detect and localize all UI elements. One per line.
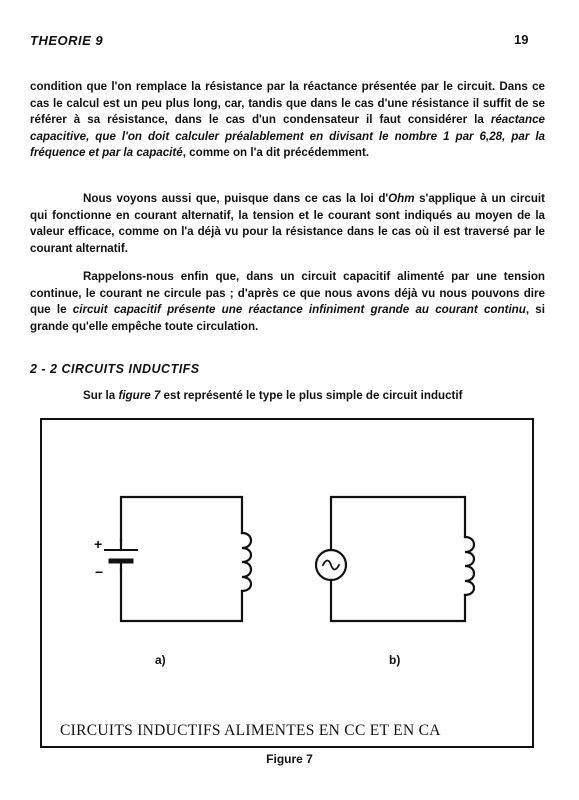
page-number: 19 — [514, 32, 529, 47]
paragraph-1-emphasis: réactance capacitive, que l'on doit calculer préalablement en divisant le nombre 1 par 6,28, par la fréquence et par la capacité — [30, 113, 545, 160]
battery-plus-sign: + — [94, 536, 103, 552]
ac-sine-icon — [323, 561, 339, 570]
figure-number: Figure 7 — [266, 752, 313, 766]
paragraph-3-text-b: , si grande qu'elle empêche toute circulation. — [30, 303, 545, 333]
dc-circuit-bottom-wire — [121, 570, 242, 621]
circuit-diagram — [42, 420, 532, 746]
circuit-a-label: a) — [155, 653, 166, 667]
section-intro-text-b: est représenté le type le plus simple de circuit inductif — [160, 389, 463, 402]
dc-circuit — [105, 497, 251, 621]
ac-circuit — [316, 497, 474, 621]
ac-circuit-top-wire — [331, 497, 465, 550]
paragraph-2 — [30, 191, 545, 257]
section-heading: 2 - 2 CIRCUITS INDUCTIFS — [30, 362, 200, 376]
circuit-b-label: b) — [389, 653, 401, 667]
page-header-title: THEORIE 9 — [30, 33, 104, 48]
paragraph-3-text-a: Rappelons-nous enfin que, dans un circuit capacitif alimenté par une tension continue, le courant ne circule pas ; d'après ce que nous avons déjà vu nous pouvons dire que le — [30, 270, 545, 317]
section-intro — [30, 388, 545, 405]
ac-circuit-bottom-wire — [331, 580, 465, 621]
figure-inner-caption: CIRCUITS INDUCTIFS ALIMENTES EN CC ET EN CA — [60, 722, 441, 739]
section-intro-text-a: Sur la — [83, 389, 119, 402]
figure-frame — [40, 418, 534, 748]
paragraph-2-emphasis: Ohm — [388, 192, 415, 205]
dc-circuit-top-wire — [121, 497, 242, 540]
paragraph-2-text-a: Nous voyons aussi que, puisque dans ce cas la loi d' — [83, 192, 389, 205]
paragraph-2-text-b: s'applique à un circuit qui fonctionne en courant alternatif, la tension et le courant sont indiqués au moyen de la valeur efficace, comme on l'a déjà vu pour la résistance dans le cas où il est traversé par le courant alternatif. — [30, 192, 545, 255]
inductor-coil-a — [242, 533, 251, 591]
paragraph-3 — [30, 269, 545, 335]
paragraph-1-text-a: condition que l'on remplace la résistance par la réactance présentée par le circuit. Dans ce cas le calcul est un peu plus long, car, tandis que dans le cas d'une résistance il suffit de se référer à sa résistance, dans le cas d'un condensateur il faut considérer la — [30, 80, 545, 127]
paragraph-1-text-b: , comme on l'a dit précédemment. — [182, 146, 370, 160]
inductor-coil-b — [465, 537, 474, 595]
paragraph-1 — [30, 79, 545, 162]
section-intro-figure-ref: figure 7 — [118, 389, 161, 402]
paragraph-3-emphasis: circuit capacitif présente une réactance infiniment grande au courant continu — [72, 303, 526, 317]
battery-minus-sign: − — [95, 564, 104, 580]
